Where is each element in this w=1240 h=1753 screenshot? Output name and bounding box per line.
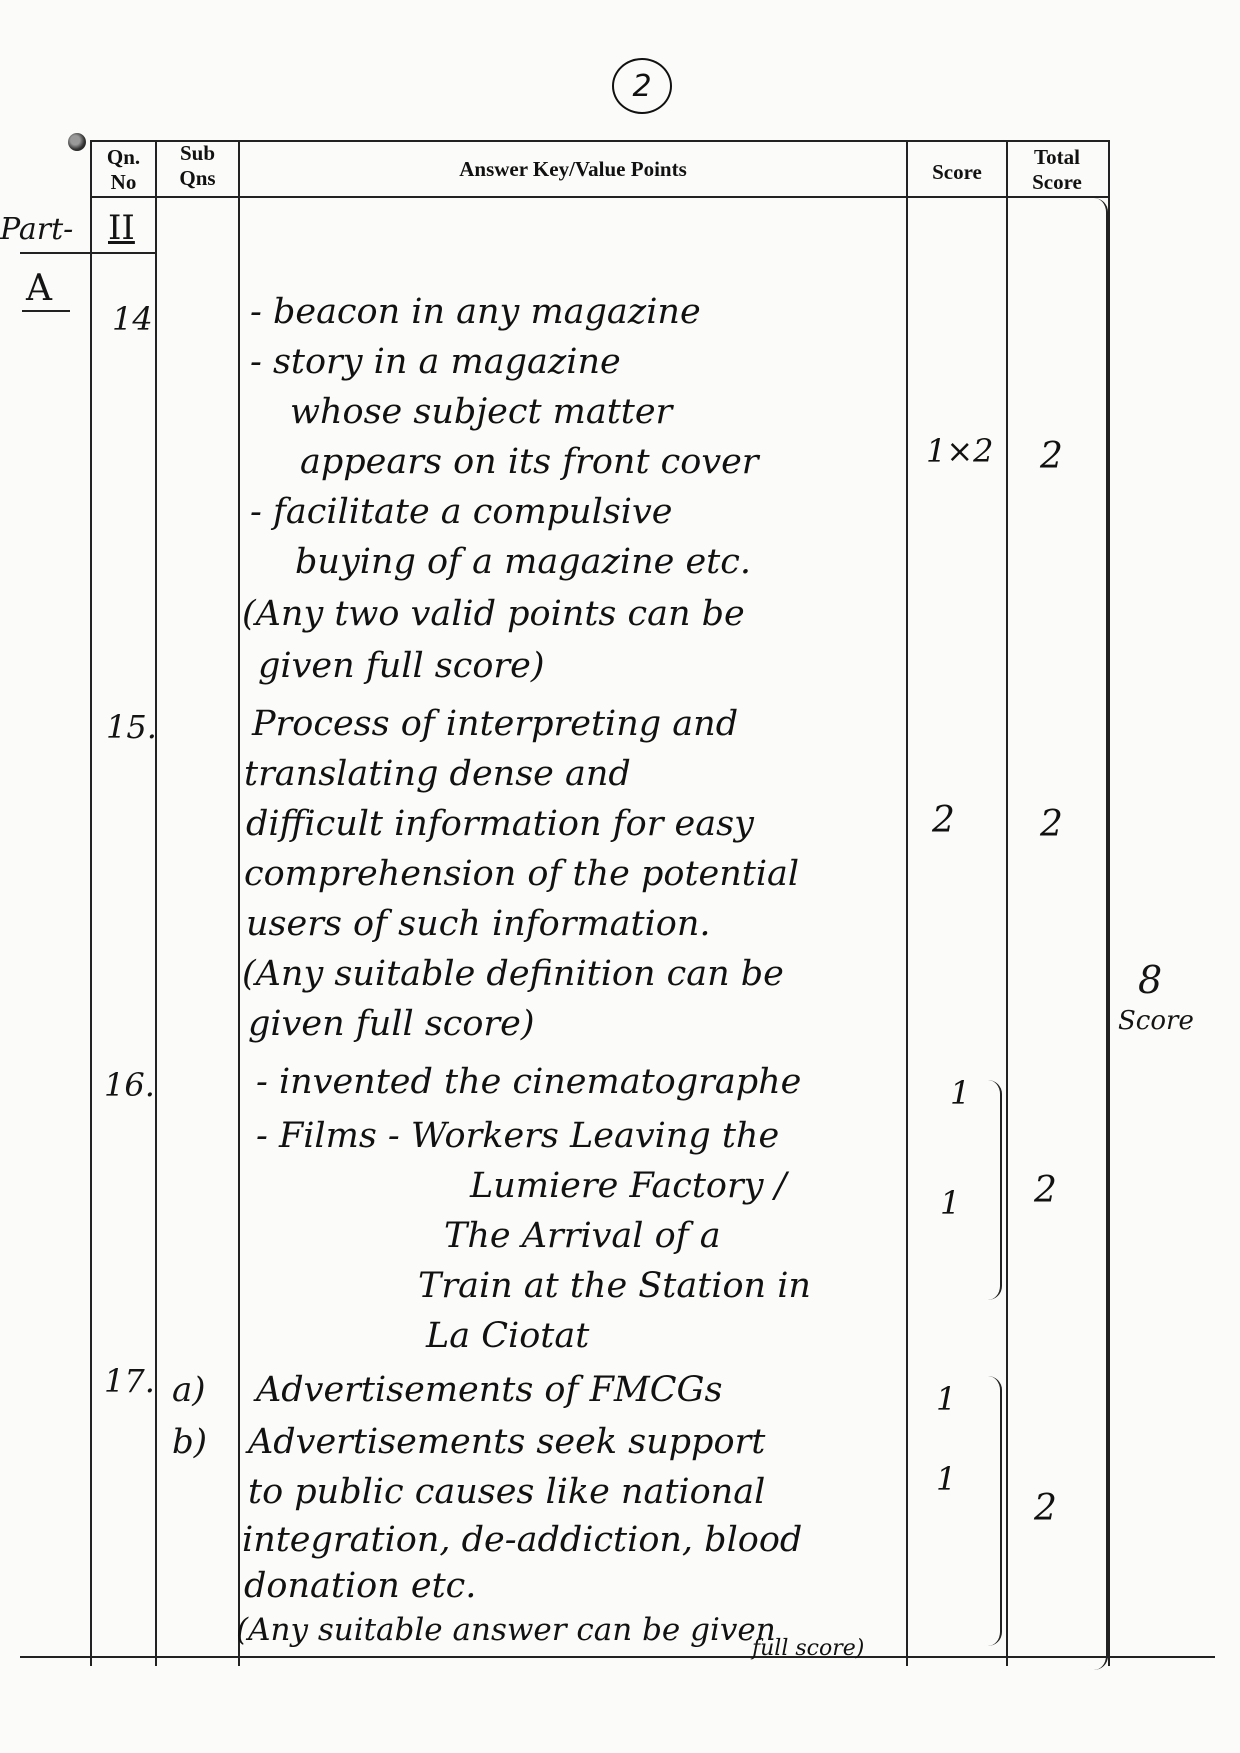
score-q15: 2 (932, 800, 955, 841)
sub-question-a: a) (172, 1370, 206, 1410)
question-number-15: 15. (106, 708, 157, 746)
question-number-14: 14 (112, 300, 153, 338)
punch-hole (68, 133, 86, 151)
answer-line: - story in a magazine (250, 342, 621, 382)
answer-line: - invented the cinematographe (256, 1062, 802, 1102)
answer-line: given full score) (248, 1004, 535, 1044)
part-roman: II (108, 208, 135, 248)
answer-line: difficult information for easy (246, 804, 754, 844)
header-sub-qns-line2: Qns (179, 166, 216, 190)
header-qn-no-line2: No (110, 170, 137, 194)
answer-line: Lumiere Factory / (470, 1166, 787, 1206)
score-q17-b: 1 (936, 1460, 957, 1498)
score-q17-a: 1 (936, 1380, 957, 1418)
score-q16-2: 1 (940, 1184, 961, 1222)
header-sub-qns (157, 141, 238, 191)
answer-line: donation etc. (244, 1566, 477, 1606)
total-q16: 2 (1034, 1170, 1057, 1211)
answer-line: whose subject matter (290, 392, 673, 432)
answer-line: (Any two valid points can be (242, 594, 745, 634)
total-q15: 2 (1040, 804, 1063, 845)
section-label: A (26, 268, 52, 309)
answer-line: The Arrival of a (444, 1216, 721, 1256)
answer-line: - facilitate a compulsive (250, 492, 673, 532)
answer-line: (Any suitable answer can be given (236, 1612, 776, 1648)
answer-line: to public causes like national (248, 1472, 766, 1512)
header-total-score-line2: Score (1032, 170, 1082, 194)
col-divider-sub (238, 140, 240, 1666)
header-score: Score (932, 160, 982, 184)
table-bottom-border (20, 1656, 1215, 1658)
col-divider-score (1006, 140, 1008, 1666)
answer-line: full score) (752, 1636, 865, 1661)
answer-line: (Any suitable definition can be (242, 954, 784, 994)
score-q16-1: 1 (950, 1074, 971, 1112)
header-bottom-border (90, 196, 1108, 198)
answer-line: Process of interpreting and (252, 704, 739, 744)
answer-line: comprehension of the potential (244, 854, 800, 894)
overall-bracket (1080, 198, 1108, 1670)
header-qn-no (92, 145, 155, 195)
answer-line: users of such information. (246, 904, 711, 944)
header-total-score-line1: Total (1034, 145, 1080, 169)
total-q14: 2 (1040, 436, 1063, 477)
col-divider-qn (155, 140, 157, 1666)
header-total-score (1008, 145, 1106, 195)
table-top-border (90, 140, 1108, 142)
col-divider-answer (906, 140, 908, 1666)
answer-line: Train at the Station in (418, 1266, 811, 1306)
header-answer-key: Answer Key/Value Points (459, 157, 687, 181)
answer-line: given full score) (258, 646, 545, 686)
overall-total: 8 (1138, 958, 1163, 1002)
answer-line: translating dense and (244, 754, 631, 794)
score-q14: 1×2 (926, 432, 994, 470)
part-label: Part- (0, 212, 74, 247)
section-underline (22, 310, 70, 312)
part-divider (20, 252, 155, 254)
header-qn-no-line1: Qn. (106, 145, 141, 169)
answer-line: - beacon in any magazine (250, 292, 701, 332)
overall-total-label: Score (1118, 1006, 1194, 1036)
answer-line: - Films - Workers Leaving the (256, 1116, 780, 1156)
answer-line: Advertisements seek support (248, 1422, 766, 1462)
answer-line: buying of a magazine etc. (295, 542, 751, 582)
answer-line: appears on its front cover (300, 442, 759, 482)
total-q17: 2 (1034, 1488, 1057, 1529)
answer-line: integration, de-addiction, blood (242, 1520, 803, 1560)
sub-question-b: b) (172, 1422, 208, 1462)
answer-line: La Ciotat (426, 1316, 590, 1356)
bracket-q16 (978, 1080, 1002, 1300)
header-sub-qns-line1: Sub (179, 141, 216, 165)
answer-line: Advertisements of FMCGs (256, 1370, 723, 1410)
question-number-16: 16. (104, 1066, 155, 1104)
question-number-17: 17. (104, 1362, 155, 1400)
page-number: 2 (612, 58, 672, 114)
bracket-q17 (978, 1376, 1002, 1646)
